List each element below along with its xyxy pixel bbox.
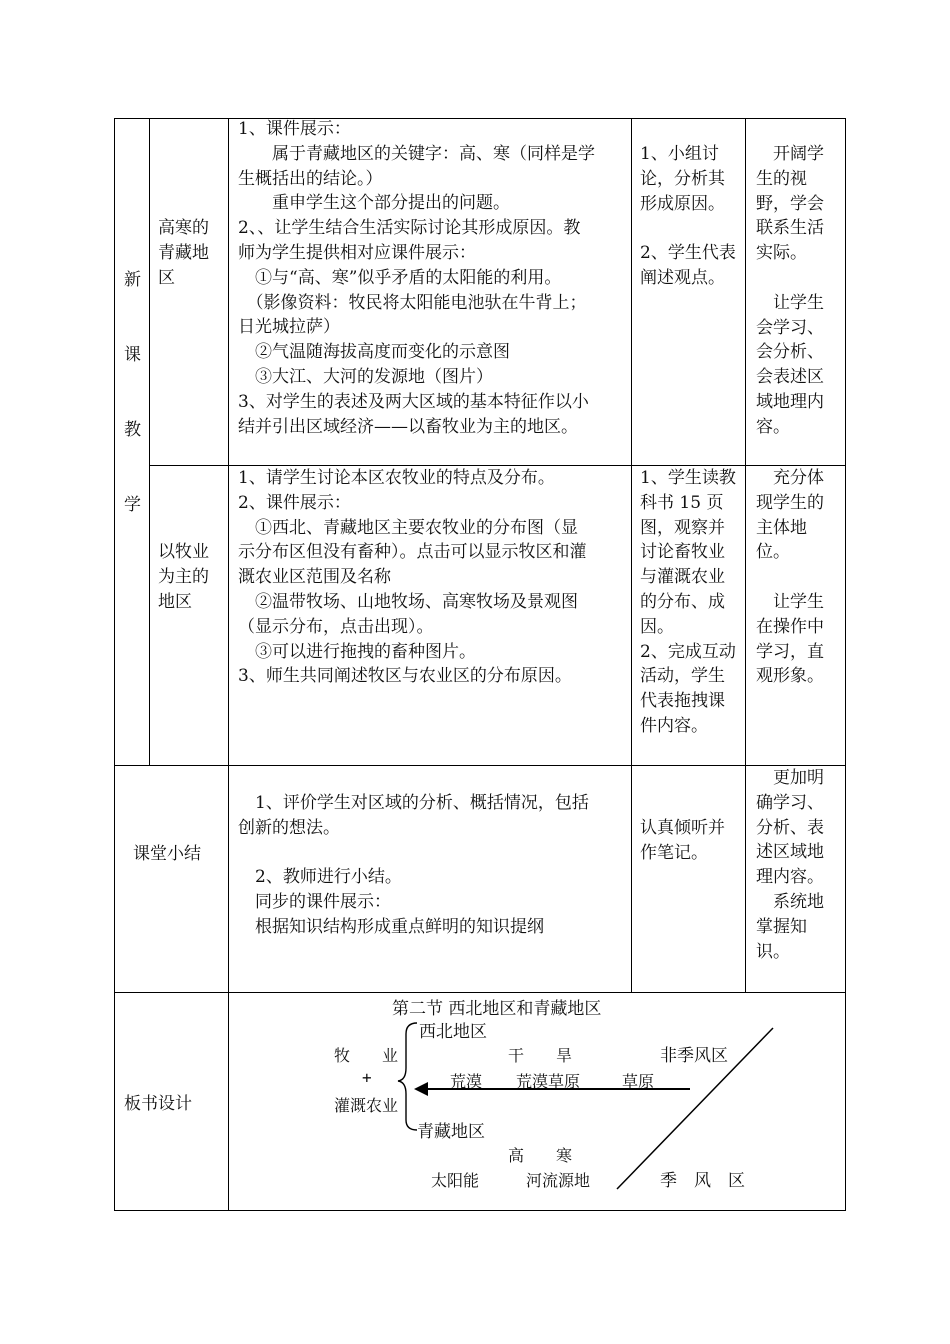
row2-intent-line: 主体地: [756, 517, 807, 538]
row3-teacher-line: 2、教师进行小结。: [238, 867, 402, 888]
summary-label: 课堂小结: [133, 844, 201, 864]
board-brace: [398, 1023, 417, 1130]
board-plus: +: [362, 1068, 372, 1087]
row1-teacher-line: 2、、让学生结合生活实际讨论其形成原因。教: [238, 218, 581, 239]
row1-teacher-line: ③大江、大河的发源地（图片）: [238, 366, 493, 387]
row1-intent-line: 域地理内: [756, 391, 824, 412]
board-husbandry: 牧 业: [334, 1046, 399, 1065]
row1-intent-line: 容。: [756, 416, 790, 437]
row1-teacher-line: （影像资料：牧民将太阳能电池驮在牛背上；: [238, 292, 587, 313]
row3-intent-line: 系统地: [756, 891, 824, 912]
row1-intent-line: 野，学会: [756, 193, 824, 214]
board-arrow-head: [414, 1082, 428, 1096]
board-northwest: 西北地区: [419, 1022, 487, 1042]
board-desert: 荒漠: [450, 1072, 483, 1091]
section-char-3: 教: [124, 420, 141, 440]
row1-intent-line: 会表述区: [756, 367, 824, 388]
row2-teacher-line: 1、请学生讨论本区农牧业的特点及分布。: [238, 468, 555, 488]
row1-teacher-line: 1、课件展示：: [238, 119, 351, 139]
row1-teacher-line: 结并引出区域经济——以畜牧业为主的地区。: [238, 416, 578, 437]
row2-student-line: 的分布、成: [640, 591, 725, 612]
row2-topic-line: 地区: [158, 591, 192, 612]
row2-student-line: 科书 15 页: [640, 492, 724, 513]
row2-teacher-line: ②温带牧场、山地牧场、高寒牧场及景观图: [238, 591, 578, 612]
row1-intent-line: 让学生: [756, 292, 824, 313]
row1-topic-line: 高寒的: [158, 218, 209, 238]
row2-teacher-line: 3、师生共同阐述牧区与农业区的分布原因。: [238, 666, 572, 687]
row2-teacher-line: （显示分布，点击出现）。: [238, 616, 434, 637]
section-char-2: 课: [124, 345, 141, 365]
row2-intent-line: 现学生的: [756, 492, 824, 513]
row3-teacher-line: 1、评价学生对区域的分析、概括情况，包括: [238, 793, 589, 813]
row3-intent-line: 识。: [756, 941, 790, 962]
board-highcold: 高 寒: [508, 1146, 573, 1165]
row2-student-line: 讨论畜牧业: [640, 542, 725, 563]
row1-topic-line: 区: [158, 267, 175, 288]
row1-student-line: 1、小组讨: [640, 144, 719, 164]
row2-topic-line: 以牧业: [158, 542, 209, 562]
row2-student-line: 活动，学生: [640, 666, 725, 687]
row3-teacher-line: 创新的想法。: [238, 817, 340, 838]
board-title: 第二节 西北地区和青藏地区: [392, 999, 602, 1019]
section-char-1: 新: [124, 270, 141, 290]
board-river-source: 河流源地: [526, 1171, 591, 1190]
row1-teacher-line: 属于青藏地区的关键字：高、寒（同样是学: [238, 143, 595, 164]
row3-intent-line: 述区域地: [756, 842, 824, 863]
board-solar: 太阳能: [431, 1171, 480, 1190]
row1-teacher-line: ②气温随海拔高度而变化的示意图: [238, 342, 510, 363]
row2-intent-line: 位。: [756, 542, 790, 563]
row1-intent-line: 会学习、: [756, 317, 824, 338]
row3-intent-line: 理内容。: [756, 867, 824, 888]
row2-student-line: 因。: [640, 616, 674, 637]
row2-intent-line: 观形象。: [756, 666, 824, 687]
row1-intent-line: 开阔学: [756, 144, 824, 164]
row3-intent-line: 分析、表: [756, 817, 824, 838]
row3-student-line: 作笔记。: [640, 842, 708, 863]
row1-student-line: 2、学生代表: [640, 243, 736, 264]
row2-intent-line: 充分体: [756, 468, 824, 488]
row3-intent-line: 更加明: [756, 768, 824, 788]
board-desert-steppe: 荒漠草原: [516, 1072, 581, 1091]
board-qingzang: 青藏地区: [417, 1122, 485, 1142]
row1-teacher-line: 重申学生这个部分提出的问题。: [238, 193, 510, 214]
board-irrigation: 灌溉农业: [334, 1096, 399, 1115]
row2-teacher-line: ①西北、青藏地区主要农牧业的分布图（显: [238, 517, 578, 538]
board-divider-diagonal: [617, 1028, 773, 1189]
row2-student-line: 2、完成互动: [640, 641, 736, 662]
row3-student-line: 认真倾听并: [640, 818, 725, 838]
board-dry: 干 旱: [508, 1046, 573, 1065]
board-monsoon: 季 风 区: [660, 1171, 745, 1191]
row2-student-line: 件内容。: [640, 715, 708, 736]
row1-topic-line: 青藏地: [158, 242, 209, 263]
row1-teacher-line: 日光城拉萨）: [238, 317, 340, 338]
row1-teacher-line: 3、对学生的表述及两大区域的基本特征作以小: [238, 391, 589, 412]
row3-intent-line: 确学习、: [756, 792, 824, 813]
row1-intent-line: 会分析、: [756, 342, 824, 363]
row3-teacher-line: 根据知识结构形成重点鲜明的知识提纲: [238, 916, 544, 937]
row2-student-line: 1、学生读教: [640, 468, 736, 488]
row1-student-line: 形成原因。: [640, 193, 725, 214]
row3-teacher-line: 同步的课件展示：: [238, 892, 391, 913]
row2-intent-line: 让学生: [756, 591, 824, 612]
row1-intent-line: 联系生活: [756, 218, 824, 239]
board-steppe: 草原: [622, 1072, 655, 1091]
section-char-4: 学: [124, 495, 141, 515]
row2-student-line: 代表拖拽课: [640, 691, 725, 712]
row1-student-line: 阐述观点。: [640, 267, 725, 288]
row1-teacher-line: ①与“高、寒”似乎矛盾的太阳能的利用。: [238, 267, 562, 288]
board-design-label: 板书设计: [124, 1094, 192, 1114]
row2-intent-line: 在操作中: [756, 616, 824, 637]
row2-teacher-line: 示分布区但没有畜种）。点击可以显示牧区和灌: [238, 542, 587, 563]
row2-teacher-line: ③可以进行拖拽的畜种图片。: [238, 641, 476, 662]
row1-intent-line: 实际。: [756, 243, 807, 264]
row2-teacher-line: 溉农业区范围及名称: [238, 567, 391, 588]
row1-student-line: 论，分析其: [640, 168, 725, 189]
board-nonmonsoon: 非季风区: [660, 1046, 728, 1066]
row3-intent-line: 掌握知: [756, 916, 807, 937]
row1-teacher-line: 师为学生提供相对应课件展示：: [238, 242, 476, 263]
row2-intent-line: 学习，直: [756, 641, 824, 662]
row2-topic-line: 为主的: [158, 566, 209, 587]
row1-intent-line: 生的视: [756, 168, 807, 189]
row2-student-line: 图，观察并: [640, 517, 725, 538]
row1-teacher-line: 生概括出的结论。）: [238, 168, 383, 189]
row2-student-line: 与灌溉农业: [640, 567, 725, 588]
row2-teacher-line: 2、课件展示：: [238, 492, 351, 513]
